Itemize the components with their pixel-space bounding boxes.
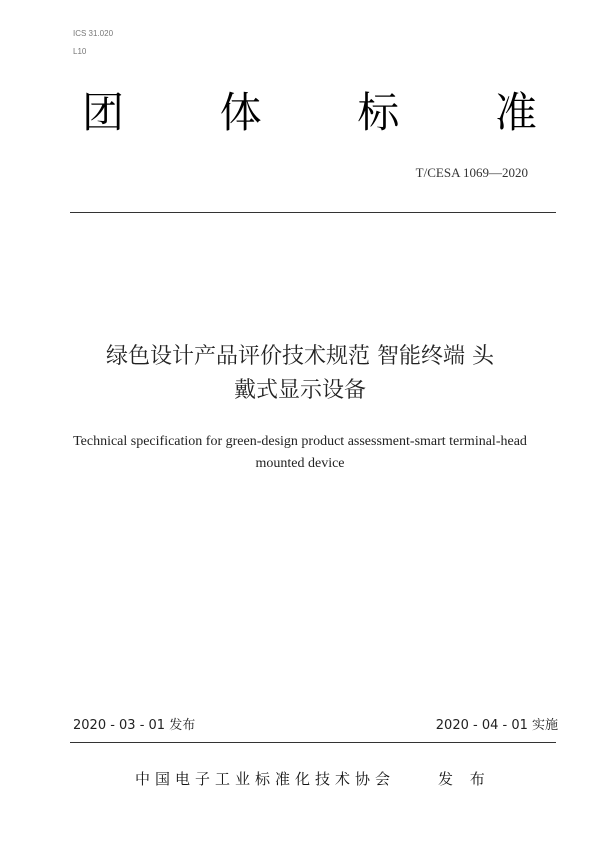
standard-number: T/CESA 1069—2020 <box>415 165 528 180</box>
standard-type-char: 团 <box>82 88 125 137</box>
english-title-line-2: mounted device <box>255 456 345 471</box>
standard-type-char: 体 <box>219 88 262 137</box>
publish-label: 发 布 <box>438 770 491 788</box>
publish-date: 2020 - 03 - 01 发布 <box>73 718 196 733</box>
standard-type-char: 准 <box>494 88 537 137</box>
bottom-divider <box>70 742 556 743</box>
implement-date: 2020 - 04 - 01 实施 <box>435 718 558 733</box>
chinese-title <box>60 340 540 408</box>
standard-type-char: 标 <box>357 88 400 137</box>
ics-code: ICS 31.020 <box>73 29 114 38</box>
publisher-name: 中国电子工业标准化技术协会 <box>135 770 396 788</box>
standard-type-heading <box>82 88 537 137</box>
chinese-title-line-1: 绿色设计产品评价技术规范 智能终端 头 <box>106 344 494 369</box>
english-title <box>60 431 540 475</box>
chinese-title-line-2: 戴式显示设备 <box>233 378 366 403</box>
classification-code: L10 <box>73 47 87 56</box>
english-title-line-1: Technical specification for green-design product assessment-smart terminal-head <box>73 434 527 449</box>
top-divider <box>70 212 556 213</box>
